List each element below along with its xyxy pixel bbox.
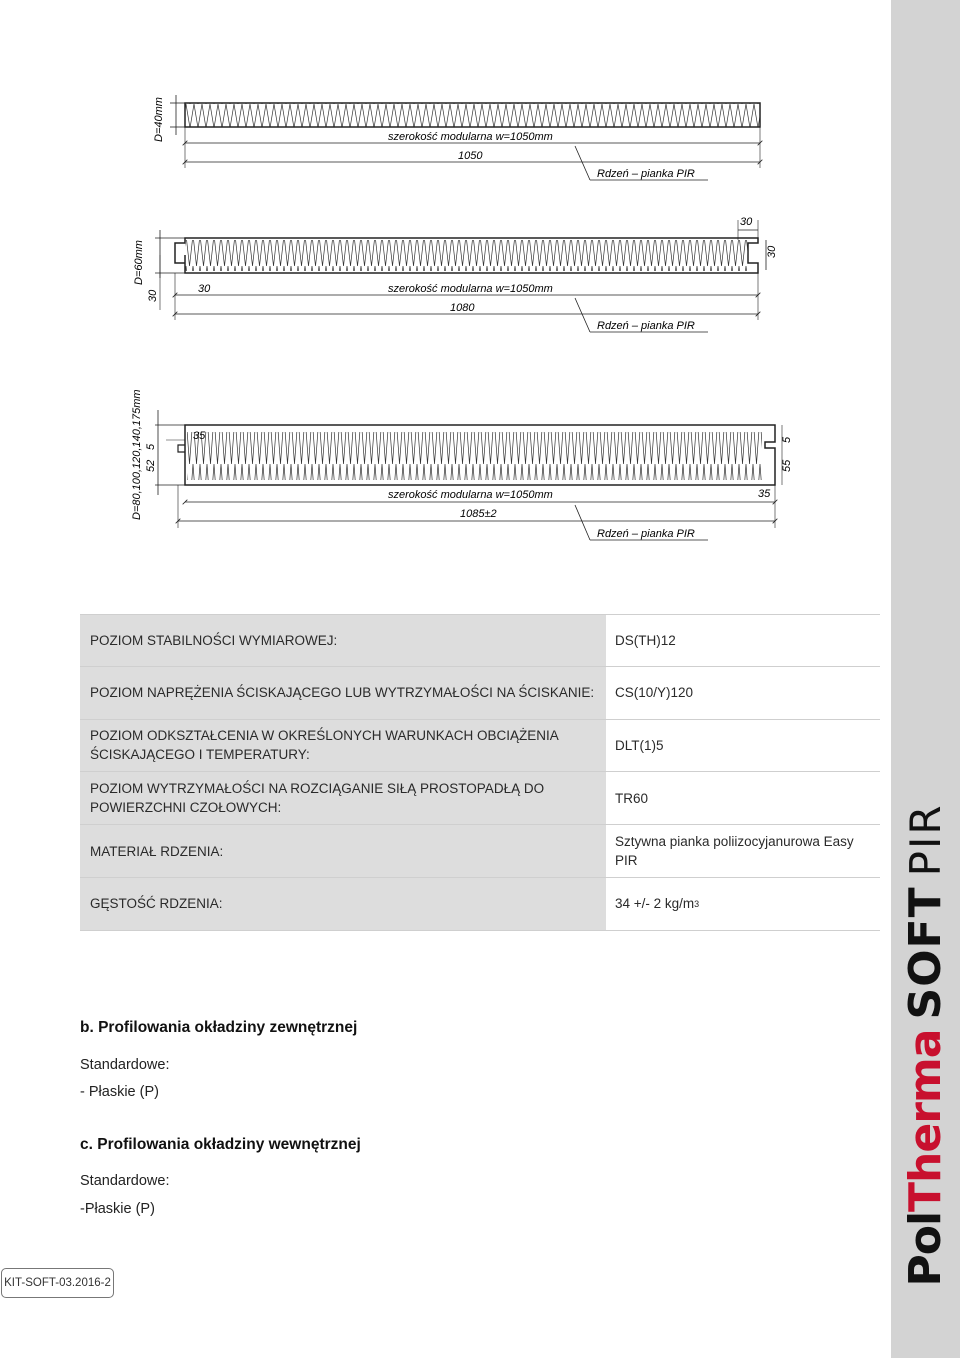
section-b-item: - Płaskie (P) — [80, 1084, 159, 1100]
panel-40mm-drawing — [153, 95, 760, 180]
total-width-label-1: 1050 — [458, 150, 483, 162]
panel-60mm-drawing — [133, 216, 778, 332]
brand-soft: SOFT — [899, 886, 951, 1020]
thickness-label-1: D=40mm — [153, 97, 165, 142]
table-row — [80, 720, 880, 773]
modular-width-label-3: szerokość modularna w=1050mm — [388, 489, 553, 501]
property-value: DS(TH)12 — [606, 615, 880, 666]
dim-52-label: 52 — [145, 459, 157, 472]
table-row — [80, 614, 880, 667]
properties-table — [80, 614, 880, 931]
panel-80-175mm-drawing — [131, 389, 793, 540]
modular-width-label-2: szerokość modularna w=1050mm — [388, 283, 553, 295]
property-value: DLT(1)5 — [606, 720, 880, 772]
brand-pol: Pol — [899, 1211, 951, 1287]
property-label: POZIOM WYTRZYMAŁOŚCI NA ROZCIĄGANIE SIŁĄ PROSTOPADŁĄ DO POWIERZCHNI CZOŁOWYCH: — [80, 772, 606, 824]
property-label: GĘSTOŚĆ RDZENIA: — [80, 878, 606, 930]
dim-55-label: 55 — [781, 459, 793, 472]
property-label: MATERIAŁ RDZENIA: — [80, 825, 606, 877]
property-label: POZIOM STABILNOŚCI WYMIAROWEJ: — [80, 615, 606, 666]
document-code-badge: KIT-SOFT-03.2016-2 — [1, 1268, 114, 1298]
density-value: 34 +/- 2 kg/m — [615, 896, 695, 912]
brand-logo — [899, 803, 951, 1287]
section-b-subtitle: Standardowe: — [80, 1057, 170, 1073]
left-offset-label-2: 30 — [147, 289, 159, 302]
right-top-label-2: 30 — [740, 216, 753, 228]
section-b-title: b. Profilowania okładziny zewnętrznej — [80, 1019, 358, 1036]
panel-cross-section-drawings — [130, 80, 793, 550]
thickness-label-3: D=80,100,120,140,175mm — [131, 389, 143, 520]
right-side-label-2: 30 — [766, 245, 778, 258]
dim-5-right-label: 5 — [781, 436, 793, 443]
dim-5-left-label: 5 — [145, 443, 157, 450]
property-value: Sztywna pianka poliizocyjanurowa Easy PIR — [606, 825, 880, 877]
property-label: POZIOM ODKSZTAŁCENIA W OKREŚLONYCH WARUNKACH OBCIĄŻENIA ŚCISKAJĄCEGO I TEMPERATURY: — [80, 720, 606, 772]
section-c-title: c. Profilowania okładziny wewnętrznej — [80, 1136, 361, 1153]
table-row — [80, 825, 880, 878]
core-label-1: Rdzeń – pianka PIR — [597, 168, 695, 180]
table-row — [80, 667, 880, 720]
modular-width-label-1: szerokość modularna w=1050mm — [388, 131, 553, 143]
section-c-item: -Płaskie (P) — [80, 1201, 155, 1217]
dim-35-left-label: 35 — [193, 430, 206, 442]
total-width-label-3: 1085±2 — [460, 508, 497, 520]
core-label-2: Rdzeń – pianka PIR — [597, 320, 695, 332]
brand-pir: PIR — [900, 803, 950, 877]
thickness-label-2: D=60mm — [133, 240, 145, 285]
table-row — [80, 772, 880, 825]
core-label-3: Rdzeń – pianka PIR — [597, 528, 695, 540]
table-row — [80, 878, 880, 931]
brand-therma: Therma — [899, 1029, 951, 1212]
property-value: 34 +/- 2 kg/m 3 — [606, 878, 880, 930]
property-value: TR60 — [606, 772, 880, 824]
brand-sidebar — [891, 0, 960, 1358]
section-c-subtitle: Standardowe: — [80, 1173, 170, 1189]
left-joint-label-2: 30 — [198, 283, 211, 295]
property-value: CS(10/Y)120 — [606, 667, 880, 719]
dim-35-right-label: 35 — [758, 488, 771, 500]
total-width-label-2: 1080 — [450, 302, 475, 314]
property-label: POZIOM NAPRĘŻENIA ŚCISKAJĄCEGO LUB WYTRZYMAŁOŚCI NA ŚCISKANIE: — [80, 667, 606, 719]
